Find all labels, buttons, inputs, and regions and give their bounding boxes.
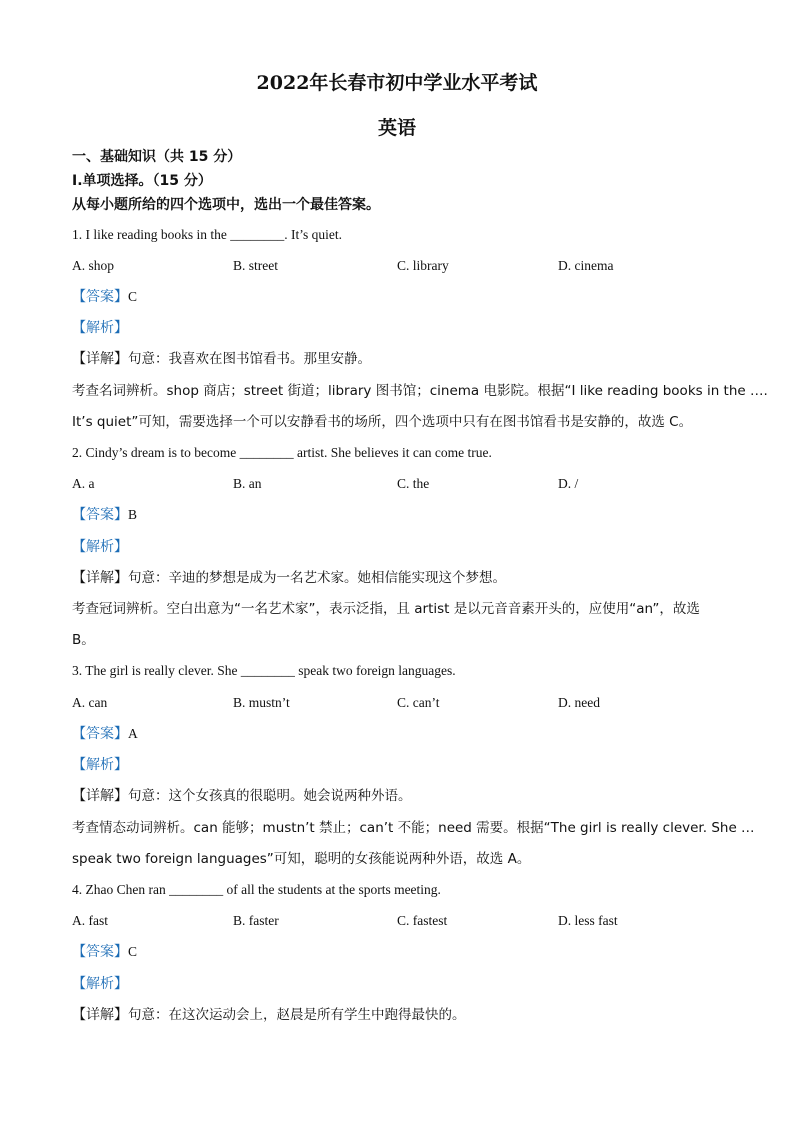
answer-tag: 【答案】 (72, 944, 128, 960)
option-c: C. can’t (397, 695, 440, 710)
option-b: B. an (233, 476, 262, 491)
section-instruction: 从每小题所给的四个选项中，选出一个最佳答案。 (72, 197, 380, 213)
answer-value: C (128, 289, 138, 304)
option-d: D. less fast (558, 913, 618, 928)
explanation-line: B。 (72, 632, 95, 648)
exam-title: 2022年长春市初中学业水平考试 (256, 72, 538, 94)
answer-line (72, 943, 137, 961)
detail-tag: 【详解】 (72, 1007, 128, 1023)
analysis-tag: 【解析】 (72, 539, 128, 555)
option-a: A. can (72, 695, 108, 710)
section-sub-heading: Ⅰ.单项选择。（15 分） (72, 173, 212, 189)
option-b: B. street (233, 258, 278, 273)
question-stem: 2. Cindy’s dream is to become ________ artist. She believes it can come true. (72, 445, 492, 460)
answer-tag: 【答案】 (72, 726, 128, 742)
option-b: B. mustn’t (233, 695, 290, 710)
answer-value: A (128, 726, 138, 741)
detail-text: 句意：这个女孩真的很聪明。她会说两种外语。 (128, 788, 412, 804)
answer-value: C (128, 944, 138, 959)
answer-line (72, 506, 137, 524)
detail-line (72, 569, 506, 587)
detail-text: 句意：我喜欢在图书馆看书。那里安静。 (128, 351, 371, 367)
question-stem: 1. I like reading books in the ________. It’s quiet. (72, 227, 342, 242)
analysis-line (72, 975, 128, 993)
detail-line (72, 1006, 466, 1024)
detail-tag: 【详解】 (72, 351, 128, 367)
explanation-line: It’s quiet”可知，需要选择一个可以安静看书的场所，四个选项中只有在图书馆看书是安静的，故选 C。 (72, 414, 693, 430)
detail-tag: 【详解】 (72, 570, 128, 586)
analysis-line (72, 538, 128, 556)
analysis-line (72, 319, 128, 337)
option-d: D. need (558, 695, 600, 710)
answer-line (72, 288, 137, 306)
option-a: A. fast (72, 913, 108, 928)
analysis-tag: 【解析】 (72, 757, 128, 773)
explanation-line: 考查冠词辨析。空白出意为“一名艺术家”，表示泛指，且 artist 是以元音音素开头的，应使用“an”，故选 (72, 601, 700, 617)
detail-text: 句意：在这次运动会上，赵晨是所有学生中跑得最快的。 (128, 1007, 466, 1023)
analysis-line (72, 756, 128, 774)
detail-line (72, 350, 371, 368)
option-a: A. shop (72, 258, 115, 273)
detail-tag: 【详解】 (72, 788, 128, 804)
answer-tag: 【答案】 (72, 507, 128, 523)
option-a: A. a (72, 476, 95, 491)
option-c: C. fastest (397, 913, 448, 928)
option-c: C. the (397, 476, 430, 491)
explanation-line: speak two foreign languages”可知，聪明的女孩能说两种外语，故选 A。 (72, 851, 531, 867)
analysis-tag: 【解析】 (72, 976, 128, 992)
explanation-line: 考查名词辨析。shop 商店；street 街道；library 图书馆；cinema 电影院。根据“I like reading books in the …. (72, 383, 768, 399)
analysis-tag: 【解析】 (72, 320, 128, 336)
question-stem: 3. The girl is really clever. She ________ speak two foreign languages. (72, 663, 456, 678)
question-stem: 4. Zhao Chen ran ________ of all the students at the sports meeting. (72, 882, 441, 897)
option-d: D. / (558, 476, 579, 491)
option-c: C. library (397, 258, 449, 273)
answer-tag: 【答案】 (72, 289, 128, 305)
detail-line (72, 787, 412, 805)
option-b: B. faster (233, 913, 279, 928)
answer-line (72, 725, 138, 743)
option-d: D. cinema (558, 258, 614, 273)
explanation-line: 考查情态动词辨析。can 能够；mustn’t 禁止；can’t 不能；need 需要。根据“The girl is really clever. She … (72, 820, 755, 836)
subject-title: 英语 (377, 117, 416, 139)
detail-text: 句意：辛迪的梦想是成为一名艺术家。她相信能实现这个梦想。 (128, 570, 506, 586)
answer-value: B (128, 507, 138, 522)
section-heading: 一、基础知识（共 15 分） (72, 149, 242, 165)
